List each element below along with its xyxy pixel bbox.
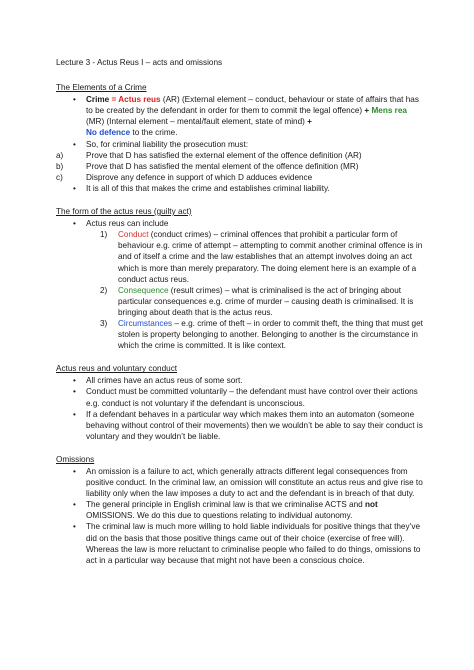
bullet-icon: •: [73, 467, 76, 476]
elements-list-tail: [56, 183, 426, 194]
all-text: It is all of this that makes the crime and establishes criminal liability.: [86, 183, 330, 193]
prove-c-text: Disprove any defence in support of which D adduces evidence: [86, 172, 313, 182]
list-marker: b): [56, 161, 64, 171]
equals-sign: =: [109, 95, 119, 105]
list-item: [56, 409, 426, 442]
elements-list: [56, 94, 426, 149]
prove-b-text: Prove that D has satisfied the mental element of the offence definition (MR): [86, 161, 359, 171]
omissions-text-1: An omission is a failure to act, which generally attracts different legal consequences from positive conduct. In the criminal law, an omission will constitute an actus reus and give rise to liability only when the law imposes a duty to act and the defendant is in breach of that duty.: [86, 467, 423, 499]
actus-reus-types-list: [56, 229, 426, 351]
actus-reus-text: (AR) (External element – conduct, behaviour or state of affairs that has to be created by the defendant in order for them to commit the legal offence): [86, 95, 419, 116]
section-form-actus-reus: [56, 206, 426, 351]
bullet-icon: •: [73, 500, 76, 510]
list-marker: c): [56, 172, 63, 182]
list-item-prove-b: [56, 161, 426, 172]
omissions-text-2-bold: not: [364, 500, 378, 510]
list-item-prove-c: [56, 172, 426, 183]
section-heading-form: The form of the actus reus (guilty act): [56, 207, 192, 217]
no-defence-label: No defence: [86, 128, 131, 138]
crime-label: Crime: [86, 95, 110, 105]
section-voluntary-conduct: [56, 363, 426, 442]
list-item-so: [56, 139, 426, 150]
plus-sign: +: [364, 106, 370, 116]
consequence-text: (result crimes) – what is criminalised is the act of bringing about particular consequences e.g. crime of murder – causing death is criminalised. It is bringing about death that is the actus reus.: [118, 285, 414, 317]
omissions-text-2-pre: The general principle in English criminal law is that we criminalise ACTS and: [86, 500, 365, 510]
list-item-prove-a: [56, 150, 426, 161]
voluntary-list: [56, 375, 426, 442]
circumstances-label: Circumstances: [118, 318, 173, 328]
so-text: So, for criminal liability the prosecution must:: [86, 139, 248, 149]
document-title: Lecture 3 - Actus Reus I – acts and omissions: [56, 58, 223, 67]
bullet-icon: •: [73, 183, 76, 193]
list-item: [56, 466, 426, 499]
list-marker: a): [56, 150, 64, 160]
section-heading-voluntary: Actus reus and voluntary conduct: [56, 364, 178, 374]
document-content: [56, 57, 426, 578]
prosecution-requirements-list: [56, 150, 426, 183]
bullet-icon: •: [73, 409, 76, 419]
list-item-circumstances: [56, 318, 426, 351]
bullet-icon: •: [73, 522, 76, 532]
conduct-text: (conduct crimes) – criminal offences that prohibit a particular form of behaviour e.g. crime of attempt – attempting to commit another criminal offence is in and of itself a crime and the law establishes that an attempt involves doing an act which is more than merely preparatory. The doing element here is an example of a conduct actus reus.: [118, 230, 423, 284]
bullet-icon: •: [73, 139, 76, 149]
bullet-icon: •: [73, 95, 76, 105]
section-elements-of-crime: [56, 82, 426, 194]
voluntary-text-3: If a defendant behaves in a particular way which makes them into an automaton (someone behaving without control of their movements) then we wouldn’t be able to say their conduct is voluntary and they wouldn’t be liable.: [86, 409, 423, 441]
prove-a-text: Prove that D has satisfied the external element of the offence definition (AR): [86, 150, 362, 160]
section-omissions: [56, 454, 426, 566]
form-intro-text: Actus reus can include: [86, 219, 169, 229]
list-item: [56, 375, 426, 386]
list-item-conduct: [56, 229, 426, 284]
section-heading-omissions: Omissions: [56, 454, 95, 464]
form-list: [56, 218, 426, 229]
list-item-crime-definition: [56, 94, 426, 138]
voluntary-text-2: Conduct must be committed voluntarily – the defendant must have control over their actions e.g. conduct is not voluntary if the defendant is unconscious.: [86, 387, 418, 408]
circumstances-text: – e.g. crime of theft – in order to commit theft, the thing that must get stolen is property belonging to another. Belonging to another is the circumstance in which the crime is committed. It is like context.: [118, 318, 423, 351]
actus-reus-label: Actus reus: [118, 95, 161, 105]
list-item: [56, 521, 426, 565]
omissions-text-3: The criminal law is much more willing to hold liable individuals for positive things that they’ve did on the basis that those positive things came out of their choice (exercise of free will). Whereas the law is more reluctant to criminalise people who failed to do things, omissions to act in a particular way because that might not have been a conscious choice.: [86, 522, 421, 565]
bullet-icon: •: [73, 219, 76, 229]
bullet-icon: •: [73, 376, 76, 386]
conduct-label: Conduct: [118, 230, 149, 240]
list-item-intro: [56, 218, 426, 229]
no-defence-text: to the crime.: [130, 128, 178, 138]
list-item-consequence: [56, 285, 426, 318]
bullet-icon: •: [73, 387, 76, 397]
list-item-all: [56, 183, 426, 194]
list-item: [56, 386, 426, 408]
mens-rea-text: (MR) (Internal element – mental/fault element, state of mind): [86, 117, 308, 127]
consequence-label: Consequence: [118, 285, 169, 295]
list-item: [56, 499, 426, 521]
omissions-list: [56, 466, 426, 566]
section-heading-elements: The Elements of a Crime: [56, 83, 147, 93]
list-marker: 1): [100, 230, 108, 240]
list-marker: 3): [100, 318, 108, 328]
omissions-text-2-post: OMISSIONS. We do this due to questions relating to individual autonomy.: [86, 511, 353, 521]
plus-sign: +: [307, 117, 312, 127]
list-marker: 2): [100, 285, 108, 295]
voluntary-text-1: All crimes have an actus reus of some sort.: [86, 376, 243, 386]
mens-rea-label: Mens rea: [369, 106, 407, 116]
